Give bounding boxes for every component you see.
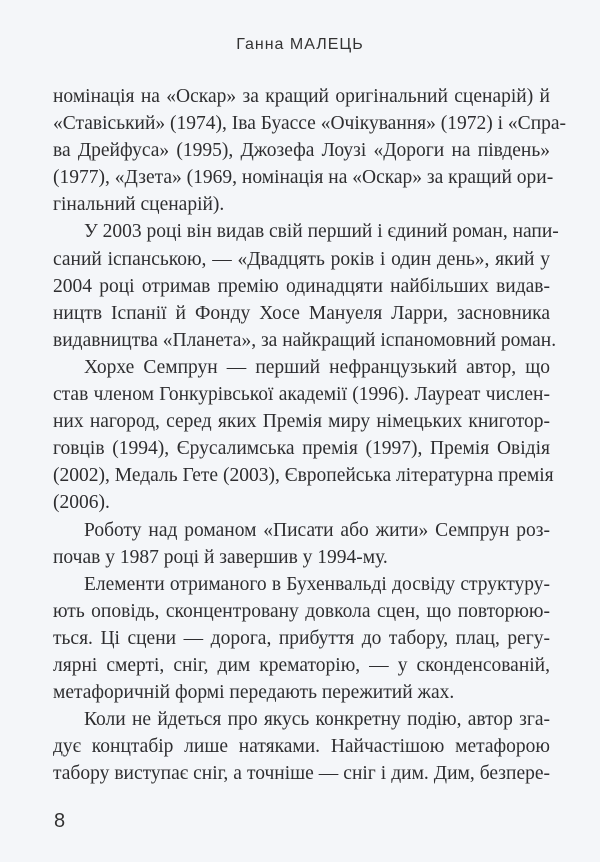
- text-line: ва Дрейфуса» (1995), Джозефа Лоузі «Дороги на південь»: [53, 140, 550, 162]
- text-line: «Ставіський» (1974), Іва Буассе «Очікування» (1972) і «Спра-: [53, 113, 567, 135]
- paragraph: [53, 354, 554, 517]
- text-line: став членом Гонкурівської академії (1996). Лауреат числен-: [53, 384, 550, 406]
- text-line: ництв Іспанії й Фонду Хосе Мануеля Ларри, засновника: [53, 302, 550, 324]
- text-line: дує концтабір лише натяками. Найчастішою метафорою: [53, 736, 550, 758]
- text-line: говців (1994), Єрусалимська премія (1997), Премія Овідія: [53, 438, 550, 460]
- text-line: гінальний сценарій).: [53, 194, 225, 216]
- text-line: лярні смерті, сніг, дим крематорію, — у сконденсованій,: [53, 654, 550, 676]
- text-line: них нагород, серед яких Премія миру німецьких книготор-: [53, 411, 550, 433]
- text-line: видавництва «Планета», за найкращий іспаномовний роман.: [53, 329, 557, 351]
- text-line: Хорхе Семпрун — перший нефранцузький автор, що: [84, 356, 550, 378]
- text-line: Елементи отриманого в Бухенвальді досвіду структуру-: [84, 573, 550, 595]
- text-line: почав у 1987 році й завершив у 1994-му.: [53, 546, 388, 568]
- text-line: У 2003 році він видав свій перший і єдиний роман, напи-: [84, 221, 559, 243]
- text-line: (1977), «Дзета» (1969, номінація на «Оскар» за кращий ори-: [53, 167, 554, 189]
- paragraph: [53, 706, 550, 787]
- text-line: ють оповідь, сконцентровану довкола сцен, що повторюю-: [53, 600, 550, 622]
- paragraph: [53, 517, 550, 571]
- paragraph: [53, 571, 550, 706]
- text-line: метафоричній формі передають пережитий жах.: [53, 682, 455, 704]
- running-header: Ганна МАЛЕЦЬ: [236, 36, 364, 53]
- text-line: ться. Ці сцени — дорога, прибуття до табору, плац, регу-: [53, 627, 550, 649]
- text-line: Роботу над романом «Писати або жити» Семпрун роз-: [84, 519, 550, 541]
- page-number: 8: [54, 810, 66, 832]
- text-line: 2004 році отримав премію одинадцяти найбільших видав-: [53, 275, 550, 297]
- text-line: номінація на «Оскар» за кращий оригінальний сценарій) й: [53, 86, 550, 107]
- paragraph: [53, 218, 559, 353]
- paragraph: [53, 83, 567, 218]
- text-line: саний іспанською, — «Двадцять років і один день», який у: [53, 248, 550, 270]
- text-line: табору виступає сніг, а точніше — сніг і дим. Дим, безпере-: [53, 763, 550, 785]
- body-text: [53, 83, 567, 787]
- text-line: (2006).: [53, 492, 110, 514]
- text-line: Коли не йдеться про якусь конкретну подію, автор зга-: [84, 709, 550, 731]
- text-line: (2002), Медаль Гете (2003), Європейська літературна премія: [53, 465, 554, 487]
